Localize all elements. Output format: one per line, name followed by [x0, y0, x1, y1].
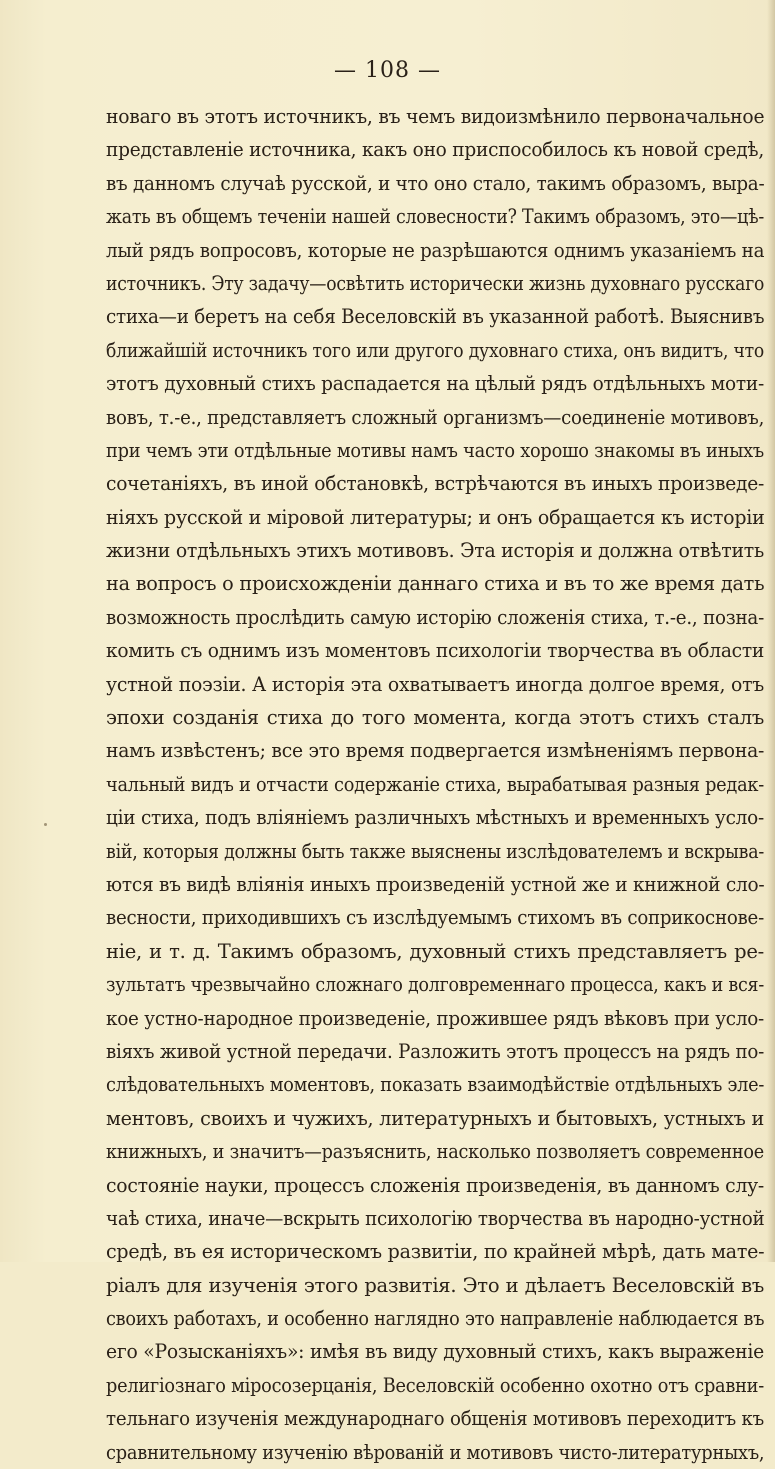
- text-line: ріалъ для изученія этого развитія. Это и дѣлаетъ Веселовскій въ: [106, 1273, 764, 1297]
- page-number: — 108 —: [334, 58, 441, 83]
- text-line: состояніе науки, процессъ сложенія произведенія, въ данномъ слу-: [106, 1173, 765, 1197]
- body-text: [106, 100, 764, 1469]
- page-edge-shadow: [767, 0, 775, 1262]
- text-line: вій, которыя должны быть также выяснены изслѣдователемъ и вскрыва-: [106, 839, 765, 863]
- text-line: віяхъ живой устной передачи. Разложить этотъ процессъ на рядъ по-: [106, 1039, 765, 1063]
- text-line: новаго въ этотъ источникъ, въ чемъ видоизмѣнило первоначальное: [106, 105, 765, 128]
- text-line: комить съ однимъ изъ моментовъ психологіи творчества въ области: [106, 639, 765, 663]
- text-line: стиха—и беретъ на себя Веселовскій въ указанной работѣ. Выяснивъ: [106, 305, 765, 329]
- text-line: чаѣ стиха, иначе—вскрыть психологію творчества въ народно-устной: [106, 1206, 765, 1230]
- text-line: тельнаго изученія международнаго общенія мотивовъ переходитъ къ: [106, 1407, 764, 1431]
- text-line: ціи стиха, подъ вліяніемъ различныхъ мѣстныхъ и временныхъ усло-: [106, 806, 764, 830]
- text-line: сочетаніяхъ, въ иной обстановкѣ, встрѣчаются въ иныхъ произведе-: [106, 472, 765, 496]
- text-line: въ данномъ случаѣ русской, и что оно стало, такимъ образомъ, выра-: [106, 171, 765, 195]
- text-line: зультатъ чрезвычайно сложнаго долговременнаго процесса, какъ и вся-: [106, 973, 764, 997]
- text-line: эпохи созданія стиха до того момента, когда этотъ стихъ сталъ: [106, 706, 764, 730]
- text-line: весности, приходившихъ съ изслѣдуемымъ стихомъ въ соприкоснове-: [106, 906, 764, 930]
- text-line: книжныхъ, и значитъ—разъяснить, насколько позволяетъ современное: [106, 1140, 764, 1164]
- text-line: жать въ общемъ теченіи нашей словесности? Такимъ образомъ, это—цѣ-: [106, 205, 765, 229]
- text-line: ближайшій источникъ того или другого духовнаго стиха, онъ видитъ, что: [106, 338, 765, 362]
- text-line: лый рядъ вопросовъ, которые не разрѣшаются однимъ указаніемъ на: [106, 238, 765, 262]
- text-line: кое устно-народное произведеніе, прожившее рядъ вѣковъ при усло-: [106, 1006, 764, 1030]
- text-line: сравнительному изученію вѣрованій и мотивовъ чисто-литературныхъ,: [106, 1440, 765, 1464]
- paper-speck: [44, 823, 47, 826]
- text-line: намъ извѣстенъ; все это время подвергается измѣненіямъ первона-: [106, 739, 765, 763]
- text-line: устной поэзіи. А исторія эта охватываетъ иногда долгое время, отъ: [106, 672, 764, 696]
- text-line: вовъ, т.-е., представляетъ сложный организмъ—соединеніе мотивовъ,: [106, 405, 765, 429]
- text-line: средѣ, въ ея историческомъ развитіи, по крайней мѣрѣ, дать мате-: [106, 1240, 765, 1264]
- text-line: на вопросъ о происхожденіи даннаго стиха и въ то же время дать: [106, 572, 765, 596]
- text-line: при чемъ эти отдѣльные мотивы намъ часто хорошо знакомы въ иныхъ: [106, 438, 765, 462]
- text-line: ніяхъ русской и міровой литературы; и онъ обращается къ исторіи: [106, 505, 765, 529]
- text-line: чальный видъ и отчасти содержаніе стиха, вырабатывая разныя редак-: [106, 772, 765, 796]
- text-line: представленіе источника, какъ оно приспособилось къ новой средѣ,: [106, 138, 765, 162]
- text-line: религіознаго міросозерцанія, Веселовскій особенно охотно отъ сравни-: [106, 1373, 765, 1397]
- text-line: ментовъ, своихъ и чужихъ, литературныхъ и бытовыхъ, устныхъ и: [106, 1106, 765, 1130]
- text-line: жизни отдѣльныхъ этихъ мотивовъ. Эта исторія и должна отвѣтить: [106, 539, 764, 563]
- text-line: источникъ. Эту задачу—освѣтить исторически жизнь духовнаго русскаго: [106, 271, 765, 295]
- text-line: своихъ работахъ, и особенно наглядно это направленіе наблюдается въ: [106, 1307, 765, 1331]
- text-line: этотъ духовный стихъ распадается на цѣлый рядъ отдѣльныхъ моти-: [106, 372, 764, 396]
- text-line: ются въ видѣ вліянія иныхъ произведеній устной же и книжной сло-: [106, 872, 765, 896]
- text-line: его «Розысканіяхъ»: имѣя въ виду духовный стихъ, какъ выраженіе: [106, 1340, 765, 1364]
- text-line: ніе, и т. д. Такимъ образомъ, духовный стихъ представляетъ ре-: [106, 939, 764, 963]
- text-line: слѣдовательныхъ моментовъ, показать взаимодѣйствіе отдѣльныхъ эле-: [106, 1073, 765, 1097]
- text-line: возможность прослѣдить самую исторію сложенія стиха, т.-е., позна-: [106, 605, 765, 629]
